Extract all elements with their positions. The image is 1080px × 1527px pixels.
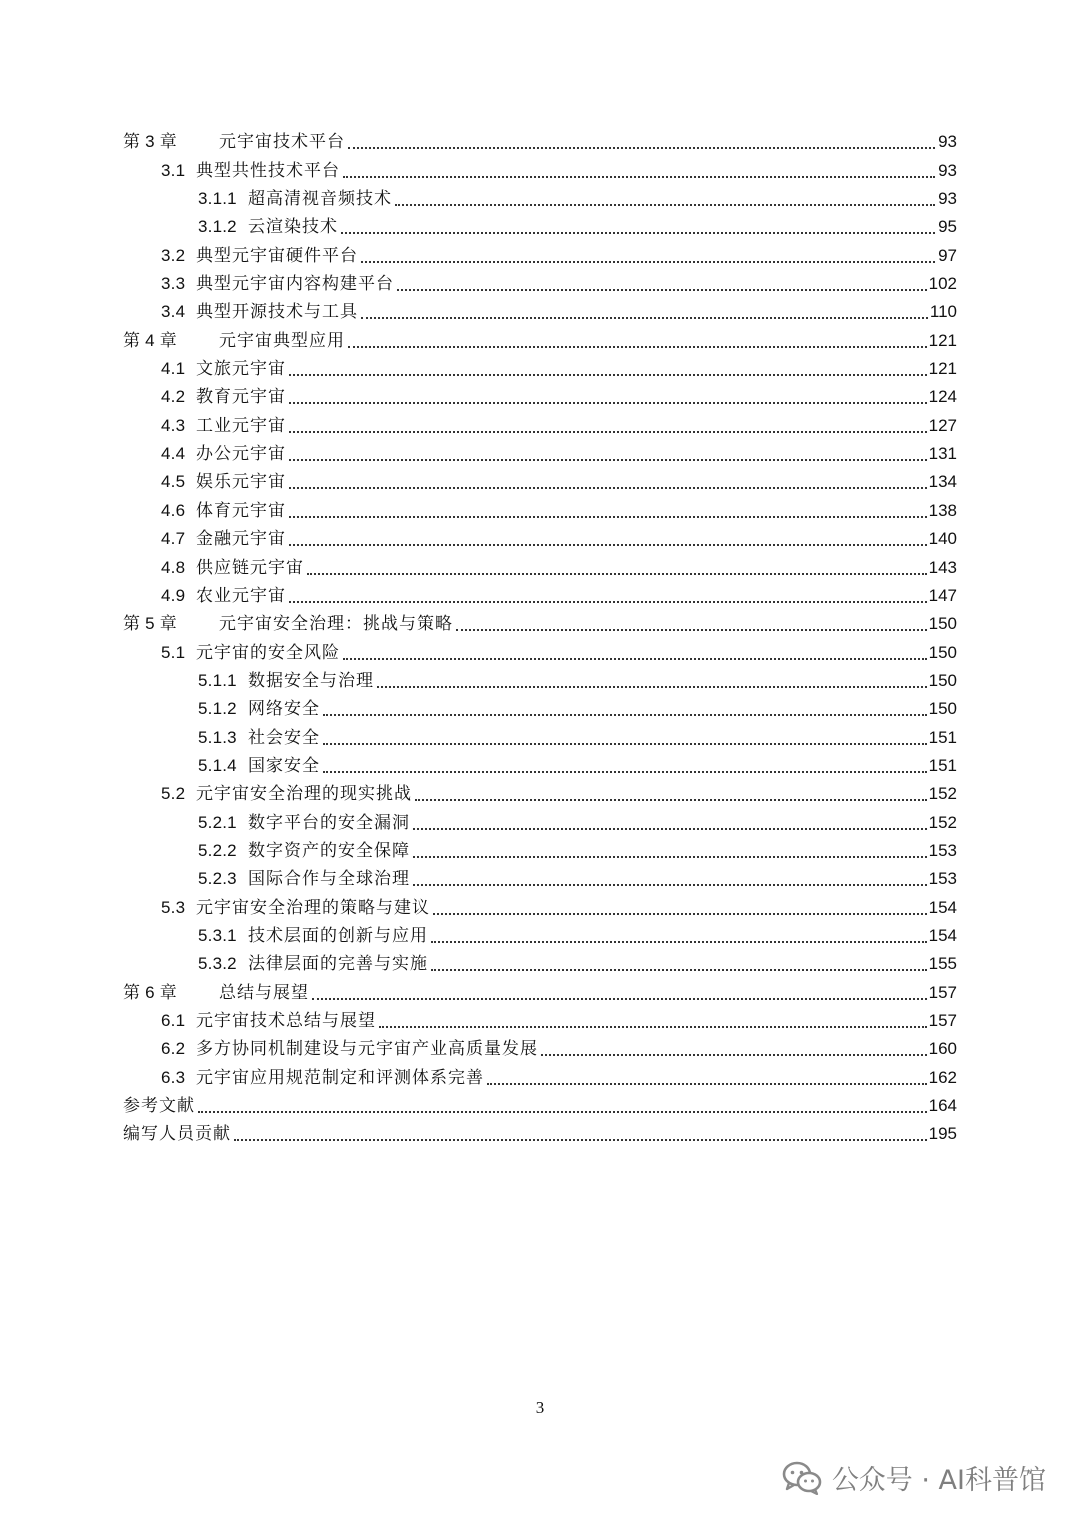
toc-entry[interactable] — [123, 723, 957, 751]
toc-entry-page: 153 — [928, 840, 957, 860]
dot-leader — [289, 601, 927, 603]
toc-entry-number: 5.1.2 — [198, 699, 237, 719]
toc-entry-page: 93 — [938, 132, 957, 152]
toc-entry[interactable] — [123, 950, 957, 978]
toc-entry[interactable] — [123, 667, 957, 695]
toc-entry-number: 5.1.1 — [198, 670, 237, 690]
dot-leader — [289, 431, 927, 433]
toc-entry[interactable] — [123, 525, 957, 553]
toc-entry-title: 元宇宙安全治理：挑战与策略 — [219, 614, 453, 635]
dot-leader — [343, 658, 927, 660]
toc-entry-page: 162 — [928, 1067, 957, 1087]
toc-entry-page: 97 — [938, 245, 957, 265]
dot-leader — [289, 516, 927, 518]
toc-entry-title: 农业元宇宙 — [196, 585, 286, 606]
toc-entry-title: 元宇宙安全治理的策略与建议 — [196, 897, 430, 918]
toc-entry[interactable] — [123, 298, 957, 326]
toc-entry-page: 195 — [928, 1124, 957, 1144]
toc-entry-page: 157 — [928, 982, 957, 1002]
toc-entry-title: 国家安全 — [248, 755, 320, 776]
toc-entry-page: 155 — [928, 954, 957, 974]
dot-leader — [456, 629, 927, 631]
dot-leader — [348, 147, 935, 149]
toc-entry[interactable] — [123, 496, 957, 524]
toc-entry-number: 6.2 — [161, 1039, 186, 1059]
toc-entry-page: 160 — [928, 1039, 957, 1059]
toc-entry[interactable] — [123, 1007, 957, 1035]
toc-entry[interactable] — [123, 837, 957, 865]
toc-entry[interactable] — [123, 411, 957, 439]
dot-leader — [323, 743, 927, 745]
toc-entry-number: 3.1.2 — [198, 217, 237, 237]
toc-entry-number: 6.3 — [161, 1067, 186, 1087]
toc-entry[interactable] — [123, 326, 957, 354]
toc-entry-page: 138 — [928, 500, 957, 520]
dot-leader — [289, 487, 927, 489]
toc-entry[interactable] — [123, 695, 957, 723]
toc-entry-number: 第 4 章 — [123, 330, 177, 350]
toc-entry[interactable] — [123, 553, 957, 581]
dot-leader — [361, 317, 928, 319]
dot-leader — [431, 969, 927, 971]
toc-entry-title: 元宇宙典型应用 — [219, 330, 345, 351]
toc-entry-number: 3.3 — [161, 274, 186, 294]
toc-entry-number: 4.8 — [161, 557, 186, 577]
toc-entry-number: 4.6 — [161, 500, 186, 520]
toc-entry-title: 数据安全与治理 — [248, 670, 374, 691]
toc-entry-title: 典型共性技术平台 — [196, 160, 340, 181]
toc-entry-title: 元宇宙技术平台 — [219, 132, 345, 153]
toc-entry-number: 5.1.4 — [198, 755, 237, 775]
dot-leader — [413, 856, 927, 858]
toc-entry-number: 5.3.1 — [198, 925, 237, 945]
watermark-text: 公众号 · AI科普馆 — [831, 1465, 1046, 1496]
toc-entry[interactable] — [123, 1092, 957, 1120]
dot-leader — [289, 459, 927, 461]
toc-entry-title: 元宇宙的安全风险 — [196, 642, 340, 663]
toc-entry-title: 元宇宙技术总结与展望 — [196, 1011, 376, 1031]
toc-entry-page: 164 — [928, 1096, 957, 1116]
toc-entry-number: 4.3 — [161, 415, 186, 435]
dot-leader — [341, 232, 935, 234]
toc-entry-number: 4.5 — [161, 472, 186, 492]
toc-entry-page: 127 — [928, 415, 957, 435]
toc-entry-title: 多方协同机制建设与元宇宙产业高质量发展 — [196, 1039, 538, 1060]
toc-entry-title: 数字平台的安全漏洞 — [248, 812, 410, 833]
toc-entry-page: 121 — [928, 330, 957, 350]
page-number: 3 — [535, 1398, 545, 1417]
toc-entry[interactable] — [123, 638, 957, 666]
toc-entry-page: 93 — [938, 189, 957, 209]
toc-entry[interactable] — [123, 582, 957, 610]
dot-leader — [289, 544, 927, 546]
dot-leader — [415, 799, 927, 801]
toc-entry[interactable] — [123, 355, 957, 383]
toc-entry-number: 3.2 — [161, 245, 186, 265]
toc-entry-page: 150 — [928, 699, 957, 719]
toc-entry-number: 5.2 — [161, 784, 186, 804]
toc-entry-title: 编写人员贡献 — [123, 1124, 231, 1145]
toc-entry[interactable] — [123, 978, 957, 1006]
dot-leader — [343, 176, 935, 178]
dot-leader — [307, 573, 927, 575]
toc-entry-title: 办公元宇宙 — [196, 444, 286, 465]
toc-entry-page: 151 — [928, 727, 957, 747]
toc-entry[interactable] — [123, 156, 957, 184]
toc-entry[interactable] — [123, 808, 957, 836]
toc-entry-title: 典型开源技术与工具 — [196, 302, 358, 323]
table-of-contents — [123, 128, 957, 1148]
toc-entry[interactable] — [123, 610, 957, 638]
toc-entry[interactable] — [123, 752, 957, 780]
toc-entry-number: 4.4 — [161, 444, 186, 464]
toc-entry-page: 131 — [928, 444, 957, 464]
toc-entry[interactable] — [123, 128, 957, 156]
toc-entry-title: 工业元宇宙 — [196, 415, 286, 436]
toc-entry-number: 5.2.1 — [198, 812, 237, 832]
dot-leader — [234, 1139, 927, 1141]
toc-entry-title: 体育元宇宙 — [196, 500, 286, 521]
toc-entry-page: 150 — [928, 642, 957, 662]
dot-leader — [323, 714, 927, 716]
toc-entry-number: 5.2.2 — [198, 840, 237, 860]
toc-entry-title: 娱乐元宇宙 — [196, 472, 286, 493]
dot-leader — [395, 204, 935, 206]
toc-entry-title: 社会安全 — [248, 727, 320, 748]
dot-leader — [312, 998, 927, 1000]
toc-entry-number: 5.1.3 — [198, 727, 237, 747]
toc-entry-page: 153 — [928, 869, 957, 889]
toc-entry-page: 151 — [928, 755, 957, 775]
toc-entry-title: 总结与展望 — [219, 982, 309, 1003]
dot-leader — [198, 1111, 927, 1113]
toc-entry-number: 第 6 章 — [123, 982, 177, 1002]
toc-entry[interactable] — [123, 440, 957, 468]
toc-entry-title: 教育元宇宙 — [196, 387, 286, 408]
dot-leader — [323, 771, 927, 773]
dot-leader — [487, 1083, 927, 1085]
toc-entry-number: 3.1 — [161, 160, 186, 180]
toc-entry-number: 5.1 — [161, 642, 186, 662]
dot-leader — [431, 941, 927, 943]
toc-entry-number: 3.4 — [161, 302, 186, 322]
dot-leader — [377, 686, 927, 688]
toc-entry-page: 150 — [928, 614, 957, 634]
toc-entry-number: 4.9 — [161, 585, 186, 605]
toc-entry-title: 参考文献 — [123, 1096, 195, 1117]
dot-leader — [379, 1026, 927, 1028]
toc-entry[interactable] — [123, 213, 957, 241]
toc-entry-number: 6.1 — [161, 1011, 186, 1030]
toc-entry-number: 5.2.3 — [198, 869, 237, 889]
toc-entry-title: 云渲染技术 — [248, 217, 338, 238]
toc-entry[interactable] — [123, 922, 957, 950]
toc-entry-page: 154 — [928, 925, 957, 945]
toc-entry[interactable] — [123, 383, 957, 411]
toc-entry-page: 152 — [928, 812, 957, 832]
toc-entry-number: 5.3.2 — [198, 954, 237, 974]
dot-leader — [361, 261, 935, 263]
toc-entry-title: 供应链元宇宙 — [196, 557, 304, 578]
toc-entry-title: 网络安全 — [248, 699, 320, 720]
toc-entry-number: 4.1 — [161, 359, 186, 379]
toc-entry-title: 典型元宇宙内容构建平台 — [196, 274, 394, 295]
wechat-icon — [782, 1461, 822, 1495]
toc-entry-page: 134 — [928, 472, 957, 492]
dot-leader — [541, 1054, 927, 1056]
toc-entry[interactable] — [123, 468, 957, 496]
dot-leader — [348, 346, 927, 348]
dot-leader — [289, 402, 927, 404]
dot-leader — [289, 374, 927, 376]
toc-entry-page: 150 — [928, 670, 957, 690]
toc-entry-page: 110 — [929, 302, 957, 322]
toc-entry-number: 4.2 — [161, 387, 186, 407]
watermark — [782, 1458, 1046, 1497]
toc-entry-title: 法律层面的完善与实施 — [248, 954, 428, 975]
toc-entry-title: 超高清视音频技术 — [248, 189, 392, 210]
toc-entry-number: 3.1.1 — [198, 189, 237, 209]
toc-entry[interactable] — [123, 865, 957, 893]
toc-entry-title: 数字资产的安全保障 — [248, 840, 410, 861]
toc-entry-title: 元宇宙应用规范制定和评测体系完善 — [196, 1067, 484, 1088]
toc-entry[interactable] — [123, 1035, 957, 1063]
toc-entry-title: 文旅元宇宙 — [196, 359, 286, 380]
dot-leader — [413, 828, 927, 830]
toc-entry-title: 金融元宇宙 — [196, 529, 286, 550]
toc-entry-page: 154 — [928, 897, 957, 917]
toc-entry[interactable] — [123, 893, 957, 921]
toc-entry[interactable] — [123, 185, 957, 213]
toc-entry-page: 95 — [938, 217, 957, 237]
toc-entry-page: 124 — [928, 387, 957, 407]
toc-entry-page: 121 — [928, 359, 957, 379]
toc-entry[interactable] — [123, 1063, 957, 1091]
toc-entry-page: 152 — [928, 784, 957, 804]
toc-entry-title: 典型元宇宙硬件平台 — [196, 245, 358, 266]
toc-entry-title: 国际合作与全球治理 — [248, 869, 410, 890]
toc-entry-page: 93 — [938, 160, 957, 180]
toc-entry-page: 147 — [928, 585, 957, 605]
toc-entry-page: 143 — [928, 557, 957, 577]
toc-entry-number: 第 3 章 — [123, 132, 177, 152]
dot-leader — [433, 913, 927, 915]
dot-leader — [397, 289, 927, 291]
toc-entry-number: 4.7 — [161, 529, 186, 549]
toc-entry-title: 技术层面的创新与应用 — [248, 925, 428, 946]
dot-leader — [413, 884, 927, 886]
toc-entry-page: 140 — [928, 529, 957, 549]
toc-entry-page: 102 — [928, 274, 957, 294]
toc-entry-number: 第 5 章 — [123, 614, 177, 634]
toc-entry[interactable] — [123, 270, 957, 298]
toc-entry[interactable] — [123, 1120, 957, 1148]
toc-entry-title: 元宇宙安全治理的现实挑战 — [196, 784, 412, 805]
toc-entry[interactable] — [123, 241, 957, 269]
toc-entry-number: 5.3 — [161, 897, 186, 917]
toc-entry[interactable] — [123, 780, 957, 808]
toc-entry-page: 157 — [928, 1011, 957, 1030]
